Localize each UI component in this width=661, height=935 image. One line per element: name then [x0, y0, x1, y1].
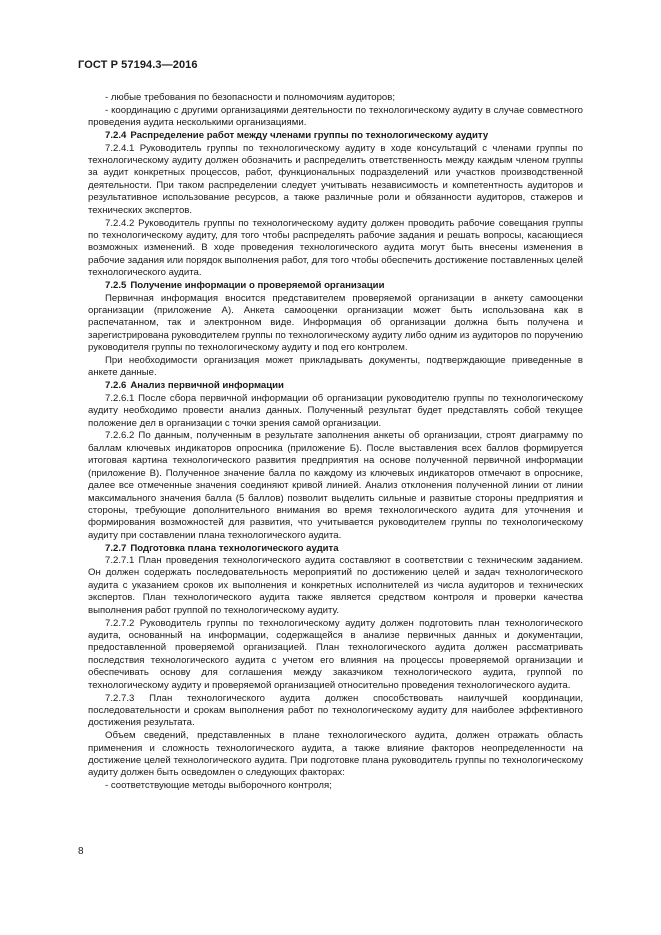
paragraph: При необходимости организация может прикладывать документы, подтверждающие приведенные в анкете данные.	[88, 355, 583, 379]
section-title: Получение информации о проверяемой организации	[130, 280, 385, 292]
paragraph: Объем сведений, представленных в плане технологического аудита, должен отражать область применения и сложность технологического аудита, а также влияние факторов неопределенности на достижение целей технологического аудита. При подготовке плана руководитель группы по технологическому аудиту должен быть осведомлен о следующих факторах:	[88, 730, 583, 779]
paragraph: 7.2.6.1 После сбора первичной информации об организации руководителю группы по технологическому аудиту необходимо провести анализ данных. Полученный результат будет представлять собой текущее положение дел в организации с точки зрения самой организации.	[88, 392, 583, 429]
paragraph: - любые требования по безопасности и полномочиям аудиторов;	[105, 92, 396, 103]
document-code: ГОСТ Р 57194.3—2016	[78, 59, 198, 71]
section-number: 7.2.6	[105, 380, 127, 392]
paragraph: 7.2.4.2 Руководитель группы по технологическому аудиту должен проводить рабочие совещания группы по технологическому аудиту, для того чтобы распределять рабочие задания и решать вопросы, касающиеся возможных изменений. В ходе проведения технологического аудита могут быть внесены изменения в рабочие задания или порядок выполнения работ, для того чтобы обеспечить достижение поставленных целей технологического аудита.	[88, 217, 584, 279]
section-heading	[88, 380, 583, 392]
document-body	[88, 92, 583, 793]
section-heading	[88, 543, 583, 555]
paragraph: - соответствующие методы выборочного контроля;	[105, 780, 332, 792]
section-number: 7.2.4	[105, 130, 127, 142]
paragraph: 7.2.7.3 План технологического аудита должен способствовать наилучшей координации, последовательности и срокам выполнения работ по технологическому аудиту для наиболее эффективного достижения результата.	[88, 692, 583, 729]
section-number: 7.2.5	[105, 280, 127, 292]
section-heading	[88, 130, 583, 142]
paragraph: 7.2.7.1 План проведения технологического аудита составляют в соответствии с техническим заданием. Он должен содержать последовательность мероприятий по достижению целей и задач технологического аудита с указанием сроков их выполнения и конкретных исполнителей из числа аудиторов и технических экспертов. План технологического аудита также является средством контроля и проверки качества выполнения работ группой по технологическому аудиту.	[88, 555, 583, 616]
section-title: Подготовка плана технологического аудита	[130, 542, 339, 554]
section-heading	[88, 280, 583, 292]
paragraph: 7.2.7.2 Руководитель группы по технологическому аудиту должен подготовить план технологического аудита, основанный на информации, содержащейся в анализе первичных данных и документации, предоставленной проверяемой организацией. План технологического аудита должен рассматривать последствия технологического аудита с учетом его влияния на процессы проверяемой организации и обеспечивать основу для соглашения между заказчиком технологического аудита, группой по технологическому аудиту и проверяемой организацией относительно проведения технологического аудита.	[88, 617, 583, 691]
paragraph: - координацию с другими организациями деятельности по технологическому аудиту в случае совместного проведения аудита несколькими организациями.	[88, 104, 583, 129]
paragraph: Первичная информация вносится представителем проверяемой организации в анкету самооценки организации (приложение А). Анкета самооценки организации может быть использована как в распечатанном, так и электронном виде. Информация об организации должна быть получена и зарегистрирована руководителем группы по технологическому аудиту либо одним из аудиторов по поручению руководителя группы по технологическому аудиту и под его контролем.	[88, 292, 583, 354]
paragraph: 7.2.4.1 Руководитель группы по технологическому аудиту в ходе консультаций с членами группы по технологическому аудиту должен обозначить и распределить ответственность между каждым членом группы за аудит конкретных процессов, работ, функциональных подразделений или участков производственной деятельности. При таком распределении следует учитывать независимость и компетентность аудиторов и результативное использование ресурсов, а также различные роли и обязанности аудиторов, стажеров и технических экспертов.	[88, 142, 583, 216]
section-title: Анализ первичной информации	[130, 380, 284, 392]
paragraph: 7.2.6.2 По данным, полученным в результате заполнения анкеты об организации, строят диаграмму по баллам ключевых индикаторов опросника (приложение Б). После выставления всех баллов формируется итоговая картина технологического развития предприятия на основе полученной первичной информации (приложение В). Полученное значение балла по каждому из ключевых индикаторов отмечают в опроснике, далее все отмеченные значения соединяют кривой линией. Анализ отклонения полученной линии от линии максимального значения балла (5 баллов) позволит выделить сильные и развитые стороны предприятия и стороны, требующие дополнительного внимания во время технологического аудита для уточнения и формирования возможностей для развития, что учитывается руководителем группы по технологическому аудиту при составлении плана технологического аудита.	[88, 430, 583, 541]
section-title: Распределение работ между членами группы по технологическому аудиту	[130, 130, 489, 142]
page-number: 8	[78, 846, 84, 857]
section-number: 7.2.7	[105, 542, 127, 554]
